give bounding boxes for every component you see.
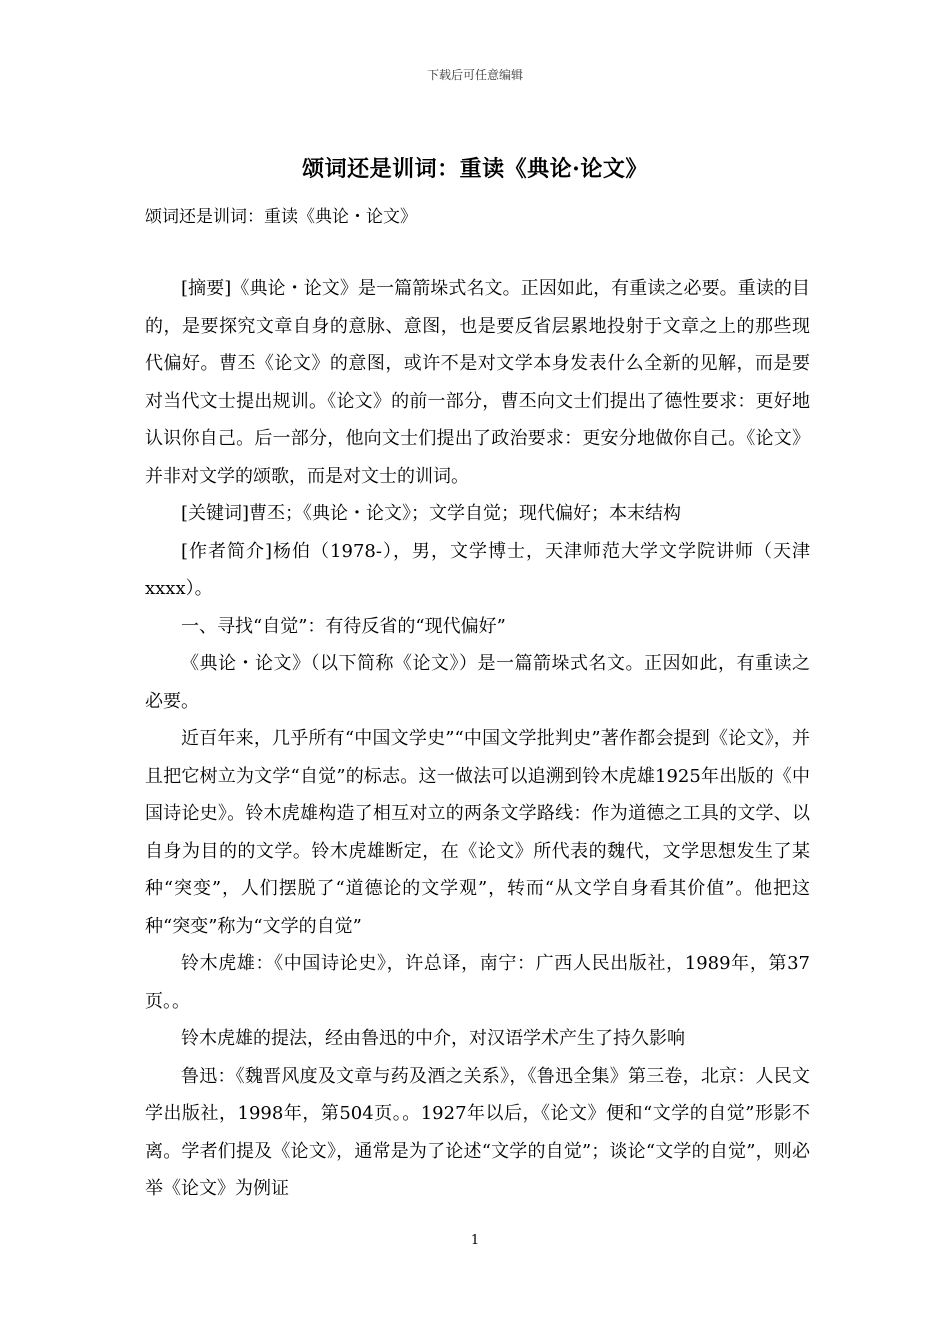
body-paragraph: 近百年来，几乎所有“中国文学史”“中国文学批判史”著作都会提到《论文》，并且把它树立为文学“自觉”的标志。这一做法可以追溯到铃木虎雄1925年出版的《中国诗论史》。铃木虎雄构造了相互对立的两条文学路线：作为道德之工具的文学、以自身为目的的文学。铃木虎雄断定，在《论文》所代表的魏代，文学思想发生了某种“突变”，人们摆脱了“道德论的文学观”，转而“从文学自身看其价值”。他把这种“突变”称为“文学的自觉” <box>145 728 810 937</box>
document-body <box>145 270 810 1208</box>
body-paragraph: 《典论・论文》（以下简称《论文》）是一篇箭垛式名文。正因如此，有重读之必要。 <box>145 653 810 712</box>
abstract-paragraph: [摘要]《典论・论文》是一篇箭垛式名文。正因如此，有重读之必要。重读的目的，是要探究文章自身的意脉、意图，也是要反省层累地投射于文章之上的那些现代偏好。曹丕《论文》的意图，或许不是对文学本身发表什么全新的见解，而是要对当代文士提出规训。《论文》的前一部分，曹丕向文士们提出了德性要求：更好地认识你自己。后一部分，他向文士们提出了政治要求：更安分地做你自己。《论文》并非对文学的颂歌，而是对文士的训词。 <box>145 278 810 487</box>
page-number: 1 <box>470 1233 480 1248</box>
author-bio-paragraph: [作者简介]杨伯（1978-），男，文学博士，天津师范大学文学院讲师（天津 xxxx）。 <box>145 540 810 599</box>
body-paragraph: 鲁迅：《魏晋风度及文章与药及酒之关系》，《鲁迅全集》第三卷，北京：人民文学出版社，1998年，第504页。。1927年以后，《论文》便和“文学的自觉”形影不离。学者们提及《论文》，通常是为了论述“文学的自觉”；谈论“文学的自觉”，则必举《论文》为例证 <box>145 1065 810 1199</box>
keywords-paragraph: [关键词]曹丕；《典论・论文》；文学自觉；现代偏好；本末结构 <box>181 503 682 524</box>
header-note: 下载后可任意编辑 <box>426 68 523 82</box>
document-title: 颂词还是训词：重读《典论·论文》 <box>302 156 648 182</box>
document-subtitle: 颂词还是训词：重读《典论・论文》 <box>145 207 417 227</box>
footnote-paragraph: 铃木虎雄：《中国诗论史》，许总译，南宁：广西人民出版社，1989年，第37页。。 <box>145 953 810 1012</box>
section-heading: 一、寻找“自觉”：有待反省的“现代偏好” <box>181 615 506 637</box>
body-paragraph: 铃木虎雄的提法，经由鲁迅的中介，对汉语学术产生了持久影响 <box>181 1028 685 1049</box>
